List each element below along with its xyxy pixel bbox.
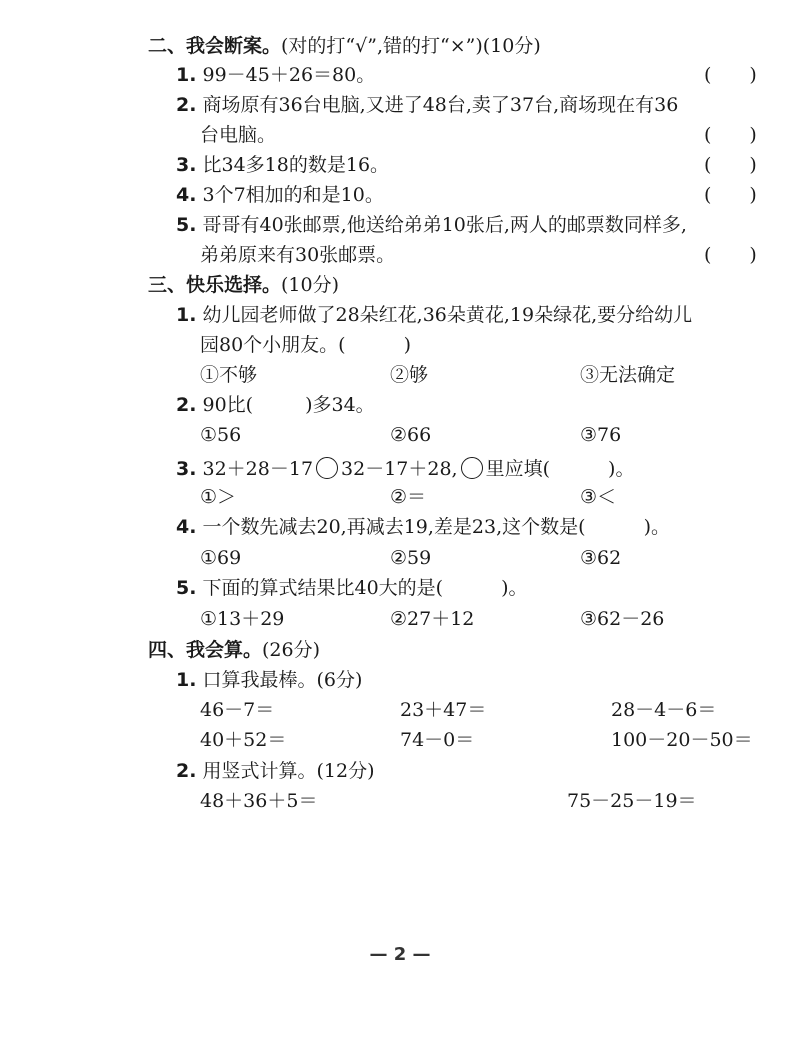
s3-q3-expr-left: 32＋28－17 xyxy=(202,458,314,480)
s4-q1 xyxy=(176,671,362,690)
s3-q1-line2 xyxy=(200,336,411,355)
s2-q5-text-line2: 弟弟原来有30张邮票。 xyxy=(200,244,396,266)
s2-q2-answer-paren[interactable]: ( ) xyxy=(704,124,757,146)
s3-q5-text-a: 下面的算式结果比40大的是( xyxy=(202,577,444,599)
section-2-heading xyxy=(148,37,541,56)
s2-q4-answer-paren[interactable]: ( ) xyxy=(704,184,757,206)
s3-q3-option-3[interactable]: ③＜ xyxy=(580,486,617,508)
s2-q2-text: 商场原有36台电脑,又进了48台,卖了37台,商场现在有36 xyxy=(202,94,679,116)
s3-q5-number: 5. xyxy=(176,577,197,599)
s3-q4 xyxy=(176,518,670,537)
s2-q3 xyxy=(176,156,389,175)
calc-item[interactable]: 23＋47＝ xyxy=(400,699,487,721)
s3-q1-option-2[interactable]: ②够 xyxy=(390,364,429,386)
s3-q1-option-1[interactable]: ①不够 xyxy=(200,364,258,386)
vertical-calc-item[interactable]: 75－25－19＝ xyxy=(567,790,697,812)
s3-q3-number: 3. xyxy=(176,458,197,480)
s3-q4-option-1[interactable]: ①69 xyxy=(200,547,242,569)
s3-q3-expr-right: 32－17＋28, xyxy=(341,458,458,480)
s3-q3-text-c: 里应填( xyxy=(485,458,551,480)
compare-circle-ref xyxy=(461,457,483,479)
vertical-calc-item[interactable]: 48＋36＋5＝ xyxy=(200,790,318,812)
s3-q1-text-line2: 园80个小朋友。( xyxy=(200,334,346,356)
s3-q4-number: 4. xyxy=(176,516,197,538)
s3-q5 xyxy=(176,579,528,598)
s2-q5-text: 哥哥有40张邮票,他送给弟弟10张后,两人的邮票数同样多, xyxy=(202,214,687,236)
calc-item[interactable]: 40＋52＝ xyxy=(200,729,287,751)
s3-q2 xyxy=(176,396,375,415)
s4-q2 xyxy=(176,762,375,781)
section-3-subtitle: (10分) xyxy=(281,274,340,296)
section-4-heading xyxy=(148,641,320,660)
s3-q1-option-3[interactable]: ③无法确定 xyxy=(580,364,676,386)
s2-q1-text: 99－45＋26＝80。 xyxy=(202,64,376,86)
s3-q4-text-a: 一个数先减去20,再减去19,差是23,这个数是( xyxy=(202,516,586,538)
section-4-title: 四、我会算。 xyxy=(148,639,263,661)
page-number: — 2 — xyxy=(369,944,431,965)
s2-q2-text-line2: 台电脑。 xyxy=(200,124,277,146)
section-3-heading xyxy=(148,276,339,295)
s2-q3-answer-paren[interactable]: ( ) xyxy=(704,154,757,176)
s3-q1-close-paren: ) xyxy=(403,334,412,356)
s3-q3-option-2[interactable]: ②＝ xyxy=(390,486,427,508)
s3-q2-option-2[interactable]: ②66 xyxy=(390,424,432,446)
s2-q3-text: 比34多18的数是16。 xyxy=(202,154,390,176)
s3-q3-text-d: )。 xyxy=(608,458,635,480)
s3-q5-text-b: )。 xyxy=(501,577,528,599)
s3-q1-text: 幼儿园老师做了28朵红花,36朵黄花,19朵绿花,要分给幼儿 xyxy=(202,304,693,326)
s2-q2-number: 2. xyxy=(176,94,197,116)
calc-item[interactable]: 28－4－6＝ xyxy=(611,699,717,721)
s2-q4 xyxy=(176,186,384,205)
s3-q2-number: 2. xyxy=(176,394,197,416)
calc-item[interactable]: 74－0＝ xyxy=(400,729,475,751)
s3-q5-option-1[interactable]: ①13＋29 xyxy=(200,608,285,630)
calc-item[interactable]: 46－7＝ xyxy=(200,699,275,721)
s2-q3-number: 3. xyxy=(176,154,197,176)
s2-q1 xyxy=(176,66,375,85)
s3-q3-option-1[interactable]: ①＞ xyxy=(200,486,237,508)
s4-q2-number: 2. xyxy=(176,760,197,782)
s2-q5-number: 5. xyxy=(176,214,197,236)
s3-q2-option-3[interactable]: ③76 xyxy=(580,424,622,446)
s2-q4-text: 3个7相加的和是10。 xyxy=(202,184,384,206)
s3-q2-text-b: )多34。 xyxy=(305,394,375,416)
compare-circle[interactable] xyxy=(316,457,338,479)
s4-q1-title: 口算我最棒。(6分) xyxy=(202,669,363,691)
s3-q1-number: 1. xyxy=(176,304,197,326)
section-2-title: 二、我会断案。 xyxy=(148,35,282,57)
s3-q3 xyxy=(176,457,634,479)
s4-q2-title: 用竖式计算。(12分) xyxy=(202,760,375,782)
s2-q1-number: 1. xyxy=(176,64,197,86)
calc-item[interactable]: 100－20－50＝ xyxy=(611,729,753,751)
s3-q2-option-1[interactable]: ①56 xyxy=(200,424,242,446)
s2-q4-number: 4. xyxy=(176,184,197,206)
s3-q4-option-3[interactable]: ③62 xyxy=(580,547,622,569)
s3-q4-option-2[interactable]: ②59 xyxy=(390,547,432,569)
s2-q2 xyxy=(176,96,678,115)
s3-q5-option-3[interactable]: ③62－26 xyxy=(580,608,665,630)
s2-q5-answer-paren[interactable]: ( ) xyxy=(704,244,757,266)
s2-q5 xyxy=(176,216,687,235)
section-4-subtitle: (26分) xyxy=(262,639,321,661)
s2-q1-answer-paren[interactable]: ( ) xyxy=(704,64,757,86)
section-3-title: 三、快乐选择。 xyxy=(148,274,282,296)
s3-q4-text-b: )。 xyxy=(643,516,670,538)
s3-q2-text-a: 90比( xyxy=(202,394,254,416)
s3-q5-option-2[interactable]: ②27＋12 xyxy=(390,608,475,630)
section-2-subtitle: (对的打“√”,错的打“×”)(10分) xyxy=(281,35,541,57)
s4-q1-number: 1. xyxy=(176,669,197,691)
s3-q1 xyxy=(176,306,692,325)
